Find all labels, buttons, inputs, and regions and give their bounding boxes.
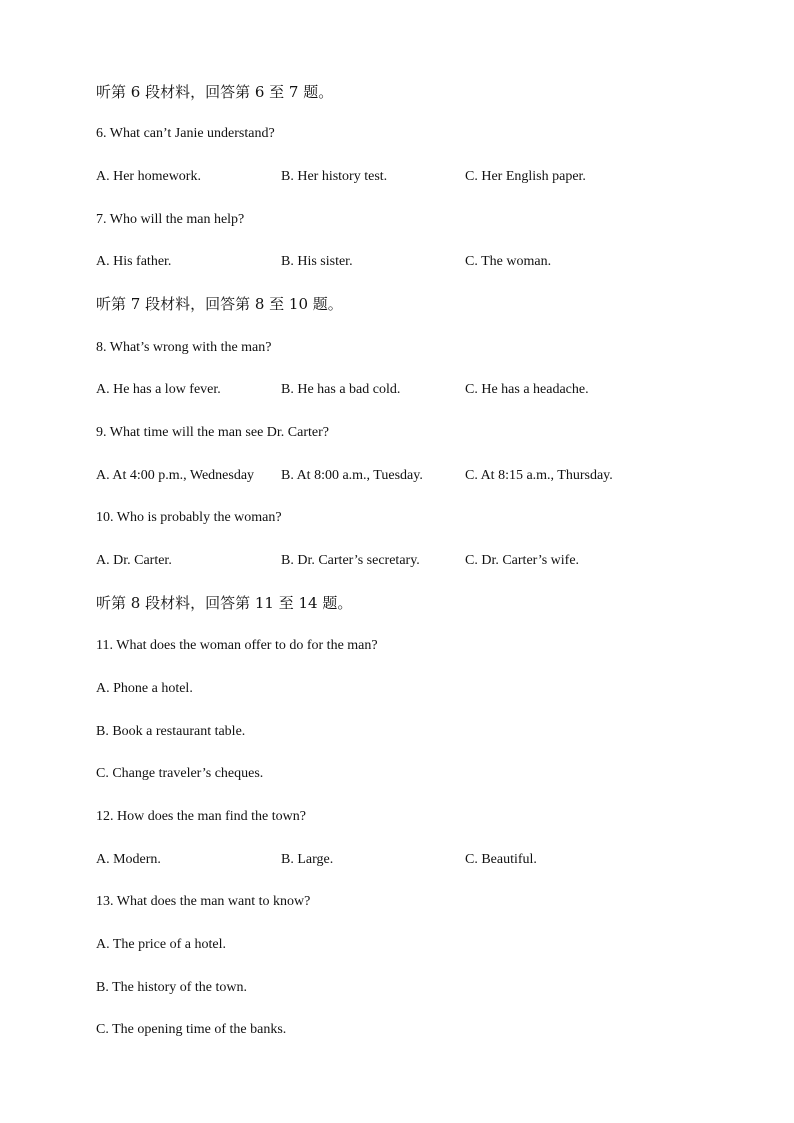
question-9-option-b: B. At 8:00 a.m., Tuesday. bbox=[281, 468, 423, 483]
question-8-option-c: C. He has a headache. bbox=[465, 382, 589, 397]
question-6-option-a: A. Her homework. bbox=[96, 169, 201, 184]
question-13-option-b: B. The history of the town. bbox=[96, 980, 248, 995]
question-8-stem: 8. What’s wrong with the man? bbox=[96, 340, 272, 355]
question-10-stem: 10. Who is probably the woman? bbox=[96, 510, 282, 525]
question-10-option-c: C. Dr. Carter’s wife. bbox=[465, 553, 580, 568]
question-12-stem: 12. How does the man find the town? bbox=[96, 809, 306, 824]
question-10-option-a: A. Dr. Carter. bbox=[96, 553, 172, 568]
question-10-option-b: B. Dr. Carter’s secretary. bbox=[281, 553, 420, 568]
question-11-option-b: B. Book a restaurant table. bbox=[96, 724, 246, 739]
question-13-stem: 13. What does the man want to know? bbox=[96, 894, 311, 909]
question-7-option-b: B. His sister. bbox=[281, 254, 353, 269]
question-9-option-a: A. At 4:00 p.m., Wednesday bbox=[96, 468, 255, 483]
question-9-option-c: C. At 8:15 a.m., Thursday. bbox=[465, 468, 613, 483]
question-11-option-c: C. Change traveler’s cheques. bbox=[96, 766, 264, 781]
question-12-option-c: C. Beautiful. bbox=[465, 852, 537, 867]
question-8-option-a: A. He has a low fever. bbox=[96, 382, 221, 397]
question-12-option-b: B. Large. bbox=[281, 852, 334, 867]
question-13-option-a: A. The price of a hotel. bbox=[96, 937, 226, 952]
section-heading-7: 听第 7 段材料，回答第 8 至 10 题。 bbox=[96, 295, 343, 313]
question-7-option-c: C. The woman. bbox=[465, 254, 552, 269]
section-heading-6: 听第 6 段材料，回答第 6 至 7 题。 bbox=[96, 83, 334, 101]
question-13-option-c: C. The opening time of the banks. bbox=[96, 1022, 287, 1037]
question-11-option-a: A. Phone a hotel. bbox=[96, 681, 193, 696]
question-6-option-b: B. Her history test. bbox=[281, 169, 388, 184]
question-7-option-a: A. His father. bbox=[96, 254, 172, 269]
question-6-stem: 6. What can’t Janie understand? bbox=[96, 126, 275, 141]
question-6-option-c: C. Her English paper. bbox=[465, 169, 586, 184]
question-7-stem: 7. Who will the man help? bbox=[96, 212, 245, 227]
section-heading-8: 听第 8 段材料，回答第 11 至 14 题。 bbox=[96, 594, 353, 612]
question-8-option-b: B. He has a bad cold. bbox=[281, 382, 401, 397]
question-11-stem: 11. What does the woman offer to do for the man? bbox=[96, 638, 378, 653]
question-9-stem: 9. What time will the man see Dr. Carter? bbox=[96, 425, 330, 440]
question-12-option-a: A. Modern. bbox=[96, 852, 161, 867]
